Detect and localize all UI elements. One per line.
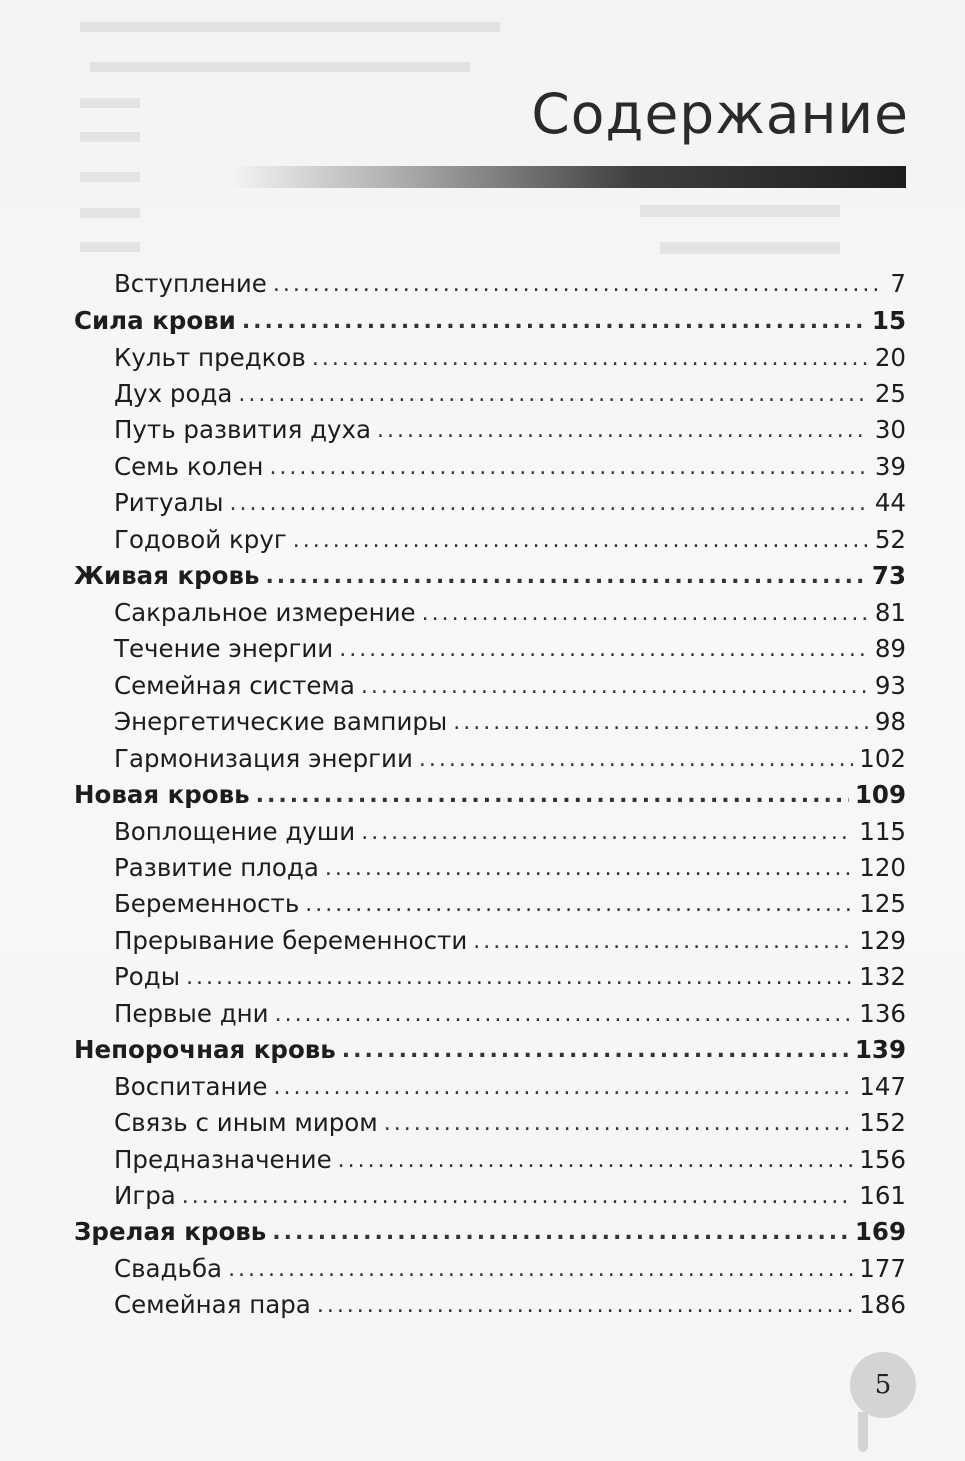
leader-dots — [453, 705, 869, 741]
toc-entry[interactable] — [114, 850, 906, 886]
toc-entry-label: Культ предков — [114, 343, 306, 372]
toc-section-page: 15 — [871, 306, 906, 335]
title-underline-bar — [230, 166, 906, 188]
toc-section[interactable] — [74, 777, 906, 813]
toc-entry[interactable] — [114, 376, 906, 412]
leader-dots — [186, 960, 853, 996]
toc-entry[interactable] — [114, 1069, 906, 1105]
leader-dots — [182, 1179, 853, 1215]
leader-dots — [269, 450, 868, 486]
toc-entry[interactable] — [114, 1287, 906, 1323]
leader-dots — [305, 887, 853, 923]
toc-section-page: 109 — [854, 780, 906, 809]
toc-entry-page: 98 — [874, 707, 906, 736]
toc-entry-page: 30 — [874, 415, 906, 444]
toc-entry-page: 89 — [874, 634, 906, 663]
toc-entry-label: Энергетические вампиры — [114, 707, 448, 736]
toc-section[interactable] — [74, 1032, 906, 1068]
leader-dots — [238, 377, 868, 413]
toc-entry-page: 186 — [859, 1290, 906, 1319]
toc-entry-label: Свадьба — [114, 1254, 223, 1283]
leader-dots — [342, 1033, 849, 1069]
toc-entry-label: Путь развития духа — [114, 415, 372, 444]
toc-entry-page: 93 — [874, 671, 906, 700]
toc-entry[interactable] — [114, 814, 906, 850]
toc-entry[interactable] — [114, 485, 906, 521]
toc-entry-label: Развитие плода — [114, 853, 319, 882]
toc-entry-label: Ритуалы — [114, 488, 224, 517]
toc-entry-label: Первые дни — [114, 999, 269, 1028]
toc-entry-label: Дух рода — [114, 379, 233, 408]
toc-entry-page: 52 — [874, 525, 906, 554]
leader-dots — [273, 267, 885, 303]
toc-section[interactable] — [74, 1214, 906, 1250]
toc-entry-label: Годовой круг — [114, 525, 287, 554]
toc-entry-page: 7 — [890, 269, 906, 298]
toc-entry[interactable] — [114, 595, 906, 631]
toc-section-page: 169 — [854, 1217, 906, 1246]
toc-entry-label: Воспитание — [114, 1072, 268, 1101]
leader-dots — [228, 1252, 853, 1288]
leader-dots — [473, 924, 853, 960]
toc-entry[interactable] — [114, 704, 906, 740]
leader-dots — [312, 341, 869, 377]
toc-entry-page: 39 — [874, 452, 906, 481]
toc-entry[interactable] — [114, 1105, 906, 1141]
toc-entry[interactable] — [114, 522, 906, 558]
toc-entry[interactable] — [114, 959, 906, 995]
toc-entry[interactable] — [114, 886, 906, 922]
leader-dots — [361, 669, 869, 705]
toc-entry[interactable] — [114, 741, 906, 777]
page-title: Содержание — [531, 82, 909, 146]
leader-dots — [384, 1106, 853, 1142]
toc-entry-page: 147 — [859, 1072, 906, 1101]
leader-dots — [422, 596, 869, 632]
toc-section-page: 139 — [854, 1035, 906, 1064]
leader-dots — [265, 559, 865, 595]
toc-entry-page: 125 — [859, 889, 906, 918]
toc-entry[interactable] — [114, 1251, 906, 1287]
page-number: 5 — [874, 1370, 892, 1400]
toc-section-label: Сила крови — [74, 306, 236, 335]
toc-entry-label: Роды — [114, 962, 181, 991]
leader-dots — [419, 742, 853, 778]
toc-entry-page: 136 — [859, 999, 906, 1028]
toc-entry[interactable] — [114, 923, 906, 959]
toc-section-label: Новая кровь — [74, 780, 250, 809]
toc-entry[interactable] — [114, 631, 906, 667]
toc-entry-label: Сакральное измерение — [114, 598, 416, 627]
toc-entry[interactable] — [114, 449, 906, 485]
leader-dots — [338, 1143, 854, 1179]
leader-dots — [317, 1288, 853, 1324]
page-number-badge — [850, 1352, 916, 1418]
toc-section-label: Зрелая кровь — [74, 1217, 267, 1246]
toc-entry-page: 44 — [874, 488, 906, 517]
toc-entry-label: Вступление — [114, 269, 267, 298]
toc-entry-label: Прерывание беременности — [114, 926, 468, 955]
toc-entry[interactable] — [114, 668, 906, 704]
toc-entry-page: 161 — [859, 1181, 906, 1210]
toc-entry-label: Предназначение — [114, 1145, 332, 1174]
toc-entry-label: Беременность — [114, 889, 300, 918]
toc-entry-label: Игра — [114, 1181, 176, 1210]
toc-entry-page: 129 — [859, 926, 906, 955]
toc-entry-label: Гармонизация энергии — [114, 744, 413, 773]
leader-dots — [339, 632, 869, 668]
leader-dots — [361, 815, 853, 851]
leader-dots — [325, 851, 853, 887]
toc-entry[interactable] — [114, 266, 906, 302]
toc-section-label: Непорочная кровь — [74, 1035, 336, 1064]
toc-entry-page: 152 — [859, 1108, 906, 1137]
toc-entry-label: Течение энергии — [114, 634, 334, 663]
toc-section-page: 73 — [871, 561, 906, 590]
toc-entry[interactable] — [114, 412, 906, 448]
toc-entry[interactable] — [114, 1178, 906, 1214]
toc-section-label: Живая кровь — [74, 561, 260, 590]
toc-entry-page: 81 — [874, 598, 906, 627]
toc-section[interactable] — [74, 558, 906, 594]
leader-dots — [272, 1215, 849, 1251]
leader-dots — [275, 997, 854, 1033]
toc-entry-page: 120 — [859, 853, 906, 882]
leader-dots — [242, 304, 866, 340]
toc-entry-label: Связь с иным миром — [114, 1108, 378, 1137]
toc-entry-label: Семь колен — [114, 452, 264, 481]
leader-dots — [256, 778, 849, 814]
toc-entry-page: 25 — [874, 379, 906, 408]
toc-entry-page: 177 — [859, 1254, 906, 1283]
toc-entry-page: 132 — [859, 962, 906, 991]
toc-entry[interactable] — [114, 340, 906, 376]
toc-entry-page: 102 — [859, 744, 906, 773]
leader-dots — [293, 523, 869, 559]
leader-dots — [274, 1070, 854, 1106]
toc-section[interactable] — [74, 303, 906, 339]
toc-entry-page: 20 — [874, 343, 906, 372]
toc-entry-label: Семейная пара — [114, 1290, 311, 1319]
toc-entry-page: 156 — [859, 1145, 906, 1174]
toc-entry[interactable] — [114, 1142, 906, 1178]
toc-entry-label: Воплощение души — [114, 817, 356, 846]
toc-entry-label: Семейная система — [114, 671, 355, 700]
leader-dots — [377, 413, 869, 449]
toc-entry-page: 115 — [859, 817, 906, 846]
leader-dots — [229, 486, 868, 522]
toc-entry[interactable] — [114, 996, 906, 1032]
